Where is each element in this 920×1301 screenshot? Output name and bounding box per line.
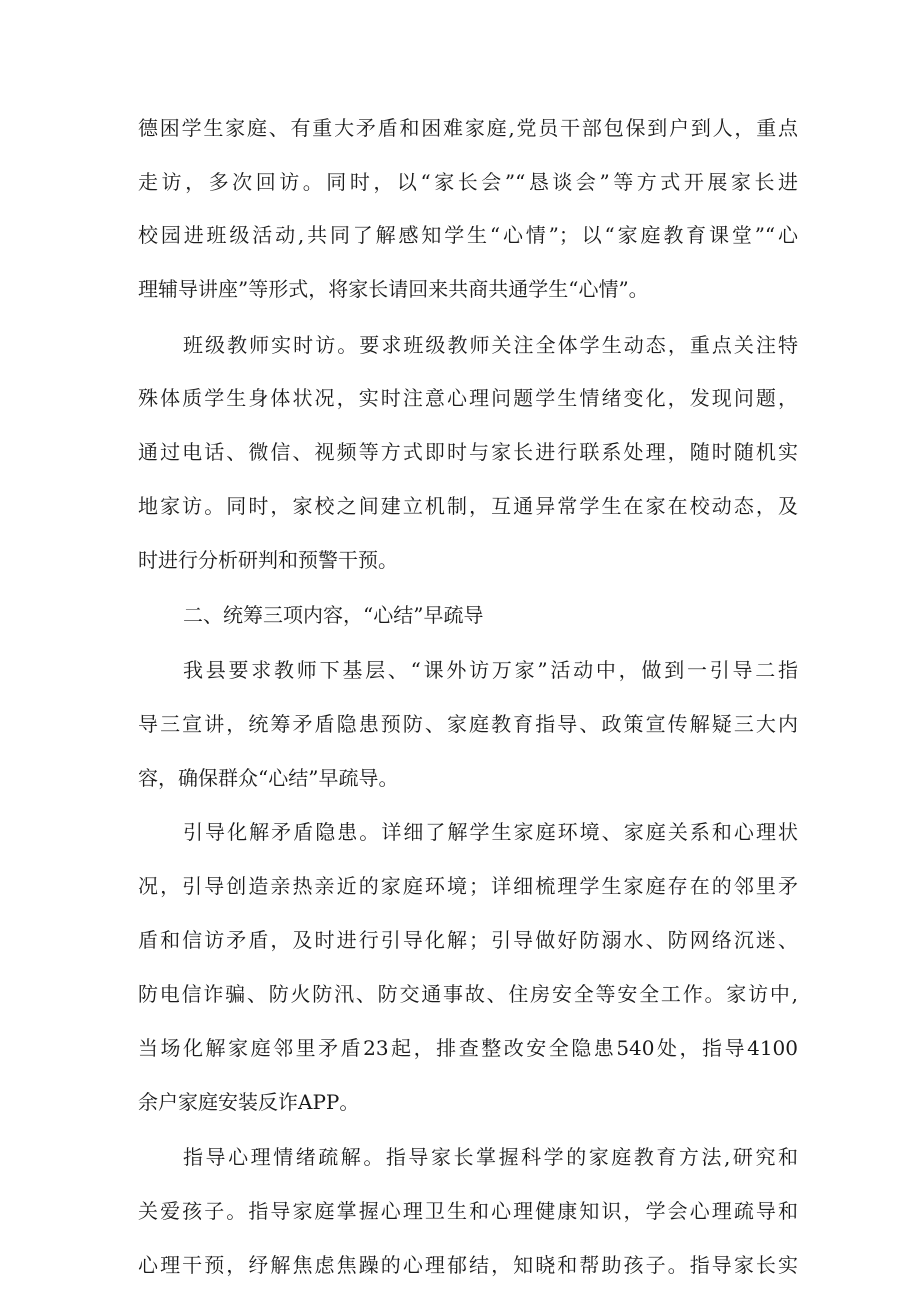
text-line: 地家访。同时，家校之间建立机制，互通异常学生在家在校动态，及 — [138, 494, 798, 518]
text-line: 况，引导创造亲热亲近的家庭环境；详细梳理学生家庭存在的邻里矛 — [138, 874, 798, 898]
paragraph-first-line: 班级教师实时访。要求班级教师关注全体学生动态，重点关注特 — [183, 333, 798, 357]
text-line: 当场化解家庭邻里矛盾23起，排查整改安全隐患540处，指导4100 — [138, 1036, 798, 1060]
text-line: 导三宣讲，统筹矛盾隐患预防、家庭教育指导、政策宣传解疑三大内 — [138, 712, 798, 736]
text-line: 盾和信访矛盾，及时进行引导化解；引导做好防溺水、防网络沉迷、 — [138, 928, 798, 952]
text-line: 理辅导讲座”等形式，将家长请回来共商共通学生“心情”。 — [138, 277, 649, 301]
paragraph-first-line: 引导化解矛盾隐患。详细了解学生家庭环境、家庭关系和心理状 — [183, 820, 798, 844]
paragraph-first-line: 我县要求教师下基层、“课外访万家”活动中，做到一引导二指 — [183, 658, 798, 682]
section-heading: 二、统筹三项内容，“心结”早疏导 — [183, 603, 484, 627]
text-line: 走访，多次回访。同时，以“家长会”“恳谈会”等方式开展家长进 — [138, 170, 798, 194]
text-line: 殊体质学生身体状况，实时注意心理问题学生情绪变化，发现问题， — [138, 386, 798, 410]
text-line: 关爱孩子。指导家庭掌握心理卫生和心理健康知识，学会心理疏导和 — [138, 1199, 798, 1223]
text-line: 通过电话、微信、视频等方式即时与家长进行联系处理，随时随机实 — [138, 440, 798, 464]
text-line: 德困学生家庭、有重大矛盾和困难家庭,党员干部包保到户到人，重点 — [138, 116, 798, 140]
text-line: 余户家庭安装反诈APP。 — [138, 1090, 360, 1114]
text-line: 容，确保群众“心结”早疏导。 — [138, 766, 399, 790]
text-line: 心理干预，纾解焦虑焦躁的心理郁结，知晓和帮助孩子。指导家长实 — [138, 1253, 798, 1277]
text-line: 时进行分析研判和预警干预。 — [138, 548, 398, 572]
paragraph-first-line: 指导心理情绪疏解。指导家长掌握科学的家庭教育方法,研究和 — [183, 1145, 798, 1169]
text-line: 校园进班级活动,共同了解感知学生“心情”；以“家庭教育课堂”“心 — [138, 223, 798, 247]
text-line: 防电信诈骗、防火防汛、防交通事故、住房安全等安全工作。家访中, — [138, 982, 798, 1006]
